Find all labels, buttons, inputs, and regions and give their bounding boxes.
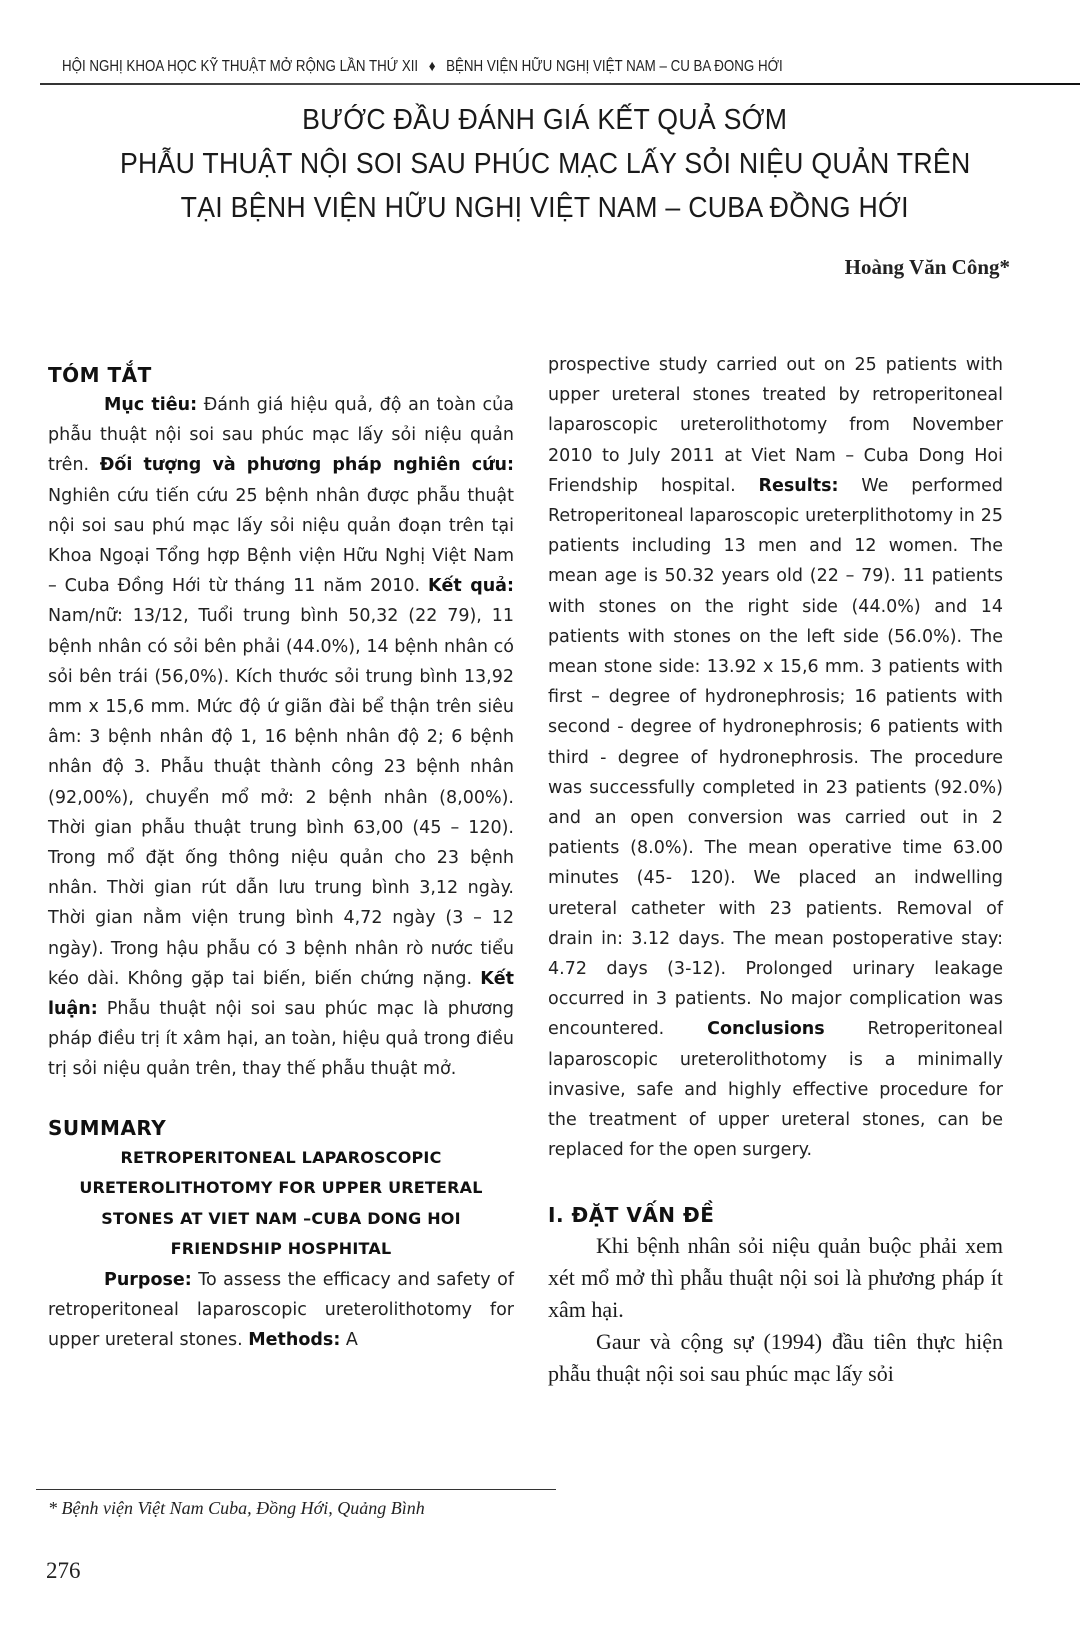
results-text: Nam/nữ: 13/12, Tuổi trung bình 50,32 (22 79), 11 bệnh nhân có sỏi bên phải (44.0%), 14 bệnh nhân có sỏi bên trái (56,0%). Kích thước sỏi trung bình 13,92 mm x 15,6 mm. Mức độ ứ giãn đài bể thận trên siêu âm: 3 bệnh nhân độ 1, 16 bệnh nhân độ 2; 6 bệnh nhân độ 3. Phẫu thuật thành công 23 bệnh nhân (92,00%), chuyển mổ mở: 2 bệnh nhân (8,00%). Thời gian phẫu thuật trung bình 63,00 (45 – 120). Trong mổ đặt ống thông niệu quản cho 23 bệnh nhân. Thời gian rút dẫn lưu trung bình 3,12 ngày. Thời gian nằm viện trung bình 4,72 ngày (3 – 12 ngày). Trong hậu phẫu có 3 bệnh nhân rò nước tiểu kéo dài. Không gặp tai biến, biến chứng nặng. (48, 606, 514, 989)
running-header-conference: HỘI NGHỊ KHOA HỌC KỸ THUẬT MỞ RỘNG LẦN THỨ XII (62, 58, 419, 75)
summary-heading: SUMMARY (48, 1115, 167, 1140)
summary-title (48, 1143, 514, 1265)
summary-title-line: STONES AT VIET NAM –CUBA DONG HOI (101, 1208, 461, 1228)
introduction-heading: I. ĐẶT VẤN ĐỀ (548, 1203, 715, 1228)
header-rule (40, 83, 1080, 85)
abstract-vi-heading: TÓM TẮT (48, 363, 152, 387)
conclusion-text: Phẫu thuật nội soi sau phúc mạc là phương pháp điều trị ít xâm hại, an toàn, hiệu quả trong điều trị sỏi niệu quản trên, thay thế phẫu thuật mở. (48, 999, 514, 1080)
conclusion-label: Kết luận: (48, 968, 514, 1020)
results-label: Kết quả: (428, 576, 514, 597)
purpose-label: Purpose: (104, 1269, 192, 1290)
article-title-line-1: BƯỚC ĐẦU ĐÁNH GIÁ KẾT QUẢ SỚM (302, 104, 788, 136)
methods-label: Đối tượng và phương pháp nghiên cứu: (99, 455, 514, 476)
author-name: Hoàng Văn Công* (844, 255, 1010, 279)
article-title-line-2: PHẪU THUẬT NỘI SOI SAU PHÚC MẠC LẤY SỎI NIỆU QUẢN TRÊN (119, 148, 971, 180)
results-en-label: Results: (758, 475, 839, 496)
summary-title-line: URETEROLITHOTOMY FOR UPPER URETERAL (79, 1178, 483, 1198)
left-column (48, 360, 514, 1355)
conclusions-en-text: Retroperitoneal laparoscopic ureterolithotomy is a minimally invasive, safe and highly effective procedure for the treatment of upper ureteral stones, can be replaced for the open surgery. (548, 1019, 1003, 1161)
running-header (62, 58, 888, 76)
methods-en-label: Methods: (248, 1330, 341, 1351)
introduction-body (548, 1230, 1003, 1390)
summary-title-line: FRIENDSHIP HOSPHITAL (170, 1239, 392, 1259)
summary-body-start (48, 1265, 514, 1356)
diamond-separator-icon: ♦ (428, 58, 436, 75)
methods-en-lead: A (340, 1330, 358, 1351)
article-title-line-3: TẠI BỆNH VIỆN HỮU NGHỊ VIỆT NAM – CUBA ĐỒNG HỚI (180, 192, 910, 224)
conclusions-en-label: Conclusions (707, 1019, 825, 1040)
summary-body-continued (548, 350, 1003, 1165)
introduction-paragraph: Khi bệnh nhân sỏi niệu quản buộc phải xem xét mổ mở thì phẫu thuật nội soi là phương pháp ít xâm hại. (548, 1233, 1003, 1323)
author-affiliation-footnote: * Bệnh viện Việt Nam Cuba, Đồng Hới, Quảng Bình (48, 1498, 425, 1518)
purpose-text: To assess the efficacy and safety of retroperitoneal laparoscopic ureterolithotomy for upper ureteral stones. (48, 1269, 514, 1351)
summary-title-line: RETROPERITONEAL LAPAROSCOPIC (120, 1147, 442, 1167)
right-column (548, 350, 1003, 1390)
page-number: 276 (46, 1558, 81, 1583)
objective-text: Đánh giá hiệu quả, độ an toàn của phẫu thuật nội soi sau phúc mạc lấy sỏi niệu quản trên. (48, 395, 514, 476)
methods-en-text: prospective study carried out on 25 patients with upper ureteral stones treated by retroperitoneal laparoscopic ureterolithotomy from November 2010 to July 2011 at Viet Nam – Cuba Dong Hoi Friendship hospital. (548, 355, 1003, 496)
results-en-text: We performed Retroperitoneal laparoscopic ureterplithotomy in 25 patients including 13 men and 12 women. The mean age is 50.32 years old (22 – 79). 11 patients with stones on the right side (44.0%) and 14 patients with stones on the left side (56.0%). The mean stone side: 13.92 x 15,6 mm. 3 patients with first – degree of hydronephrosis; 16 patients with second - degree of hydronephrosis; 6 patients with third - degree of hydronephrosis. The procedure was successfully completed in 23 patients (92.0%) and an open conversion was carried out in 2 patients (8.0%). The mean operative time 63.00 minutes (45- 120). We placed an indwelling ureteral catheter with 23 patients. Removal of drain in: 3.12 days. The mean postoperative stay: 4.72 days (3-12). Prolonged urinary leakage occurred in 3 patients. No major complication was encountered. (548, 475, 1003, 1040)
running-header-hospital: BỆNH VIỆN HỮU NGHỊ VIỆT NAM – CU BA ĐONG HỚI (446, 58, 783, 75)
objective-label: Mục tiêu: (104, 395, 198, 415)
introduction-paragraph: Gaur và cộng sự (1994) đầu tiên thực hiện phẫu thuật nội soi sau phúc mạc lấy sỏi (548, 1329, 1003, 1387)
abstract-vi-body (48, 390, 514, 1085)
footnote-rule (36, 1489, 556, 1490)
methods-text: Nghiên cứu tiến cứu 25 bệnh nhân được phẫu thuật nội soi sau phú mạc lấy sỏi niệu quản đoạn trên tại Khoa Ngoại Tổng hợp Bệnh viện Hữu Nghị Việt Nam – Cuba Đồng Hới từ tháng 11 năm 2010. (48, 485, 514, 597)
